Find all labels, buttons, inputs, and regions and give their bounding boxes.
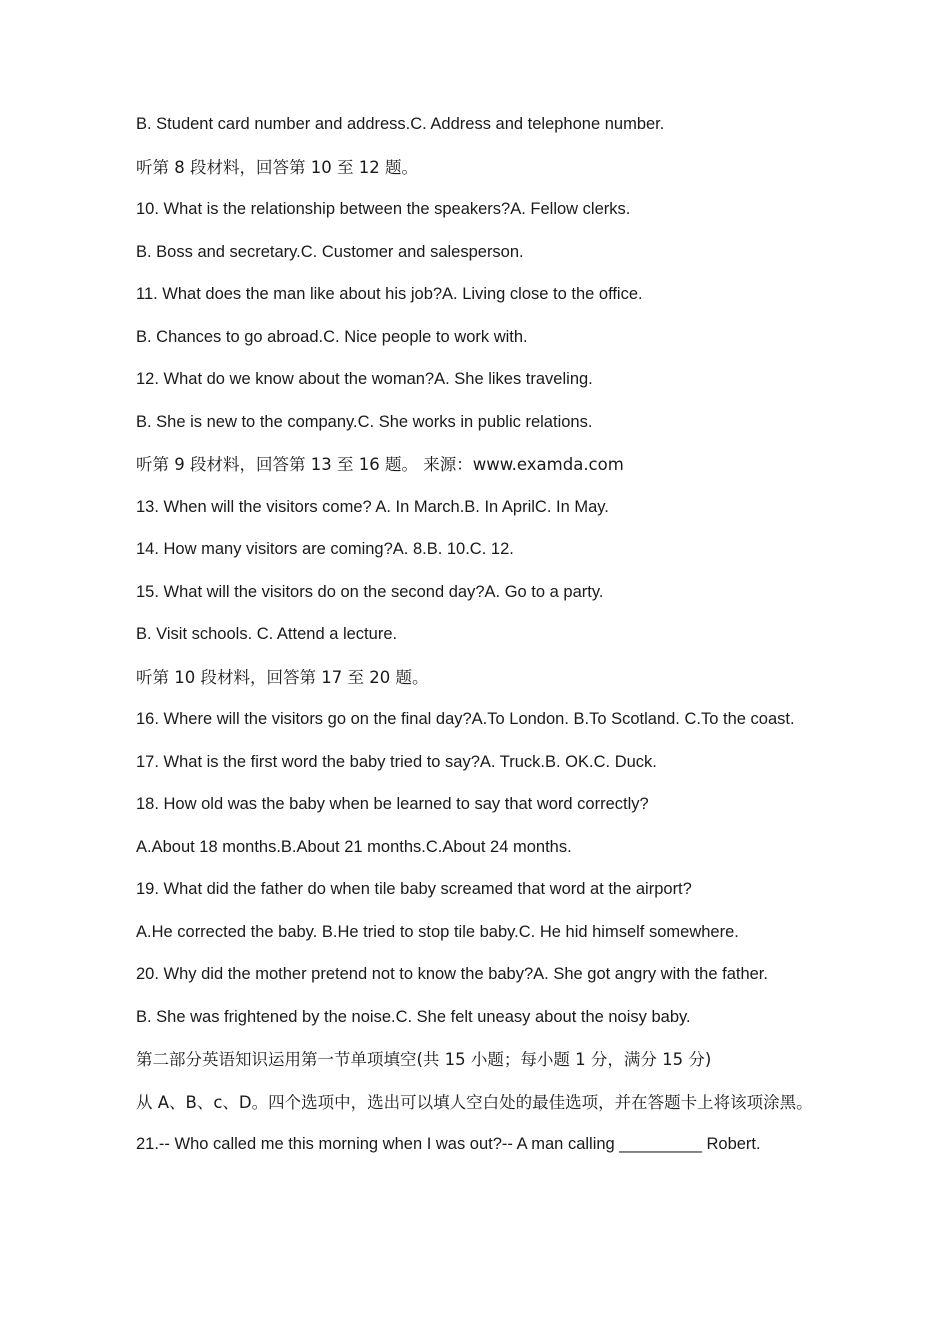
question-17: 17. What is the first word the baby tried to say?A. Truck.B. OK.C. Duck. xyxy=(136,752,657,771)
question-16: 16. Where will the visitors go on the final day?A.To London. B.To Scotland. C.To the coast. xyxy=(136,710,795,728)
section-heading: 听第 10 段材料，回答第 17 至 20 题。 xyxy=(136,667,429,687)
instructions: 从 A、B、c、D。四个选项中，选出可以填人空白处的最佳选项，并在答题卡上将该项涂黑。 xyxy=(136,1092,813,1112)
text-line: B. Boss and secretary.C. Customer and salesperson. xyxy=(136,242,524,261)
text-line: B. Chances to go abroad.C. Nice people to work with. xyxy=(136,327,528,346)
question-11: 11. What does the man like about his job?A. Living close to the office. xyxy=(136,285,643,303)
question-20: 20. Why did the mother pretend not to know the baby?A. She got angry with the father. xyxy=(136,965,768,983)
text-line: A.About 18 months.B.About 21 months.C.About 24 months. xyxy=(136,837,572,856)
section-heading: 听第 8 段材料，回答第 10 至 12 题。 xyxy=(136,157,418,177)
part-two-heading: 第二部分英语知识运用第一节单项填空(共 15 小题；每小题 1 分，满分 15 分) xyxy=(136,1050,712,1069)
document-body xyxy=(136,113,820,1176)
text-line: B. Visit schools. C. Attend a lecture. xyxy=(136,625,398,643)
section-heading: 听第 9 段材料，回答第 13 至 16 题。 来源：www.examda.com xyxy=(136,455,624,474)
text-line: B. She was frightened by the noise.C. She felt uneasy about the noisy baby. xyxy=(136,1007,691,1026)
question-14: 14. How many visitors are coming?A. 8.B. 10.C. 12. xyxy=(136,540,514,558)
question-15: 15. What will the visitors do on the second day?A. Go to a party. xyxy=(136,582,604,601)
question-13: 13. When will the visitors come? A. In March.B. In AprilC. In May. xyxy=(136,497,609,516)
question-21: 21.-- Who called me this morning when I was out?-- A man calling _________ Robert. xyxy=(136,1135,761,1153)
question-19: 19. What did the father do when tile baby screamed that word at the airport? xyxy=(136,880,692,898)
question-10: 10. What is the relationship between the speakers?A. Fellow clerks. xyxy=(136,200,631,218)
text-line: A.He corrected the baby. B.He tried to stop tile baby.C. He hid himself somewhere. xyxy=(136,922,739,941)
question-18: 18. How old was the baby when be learned to say that word correctly? xyxy=(136,795,649,813)
text-line: B. She is new to the company.C. She works in public relations. xyxy=(136,412,593,431)
question-12: 12. What do we know about the woman?A. She likes traveling. xyxy=(136,370,593,388)
text-line: B. Student card number and address.C. Address and telephone number. xyxy=(136,115,665,133)
